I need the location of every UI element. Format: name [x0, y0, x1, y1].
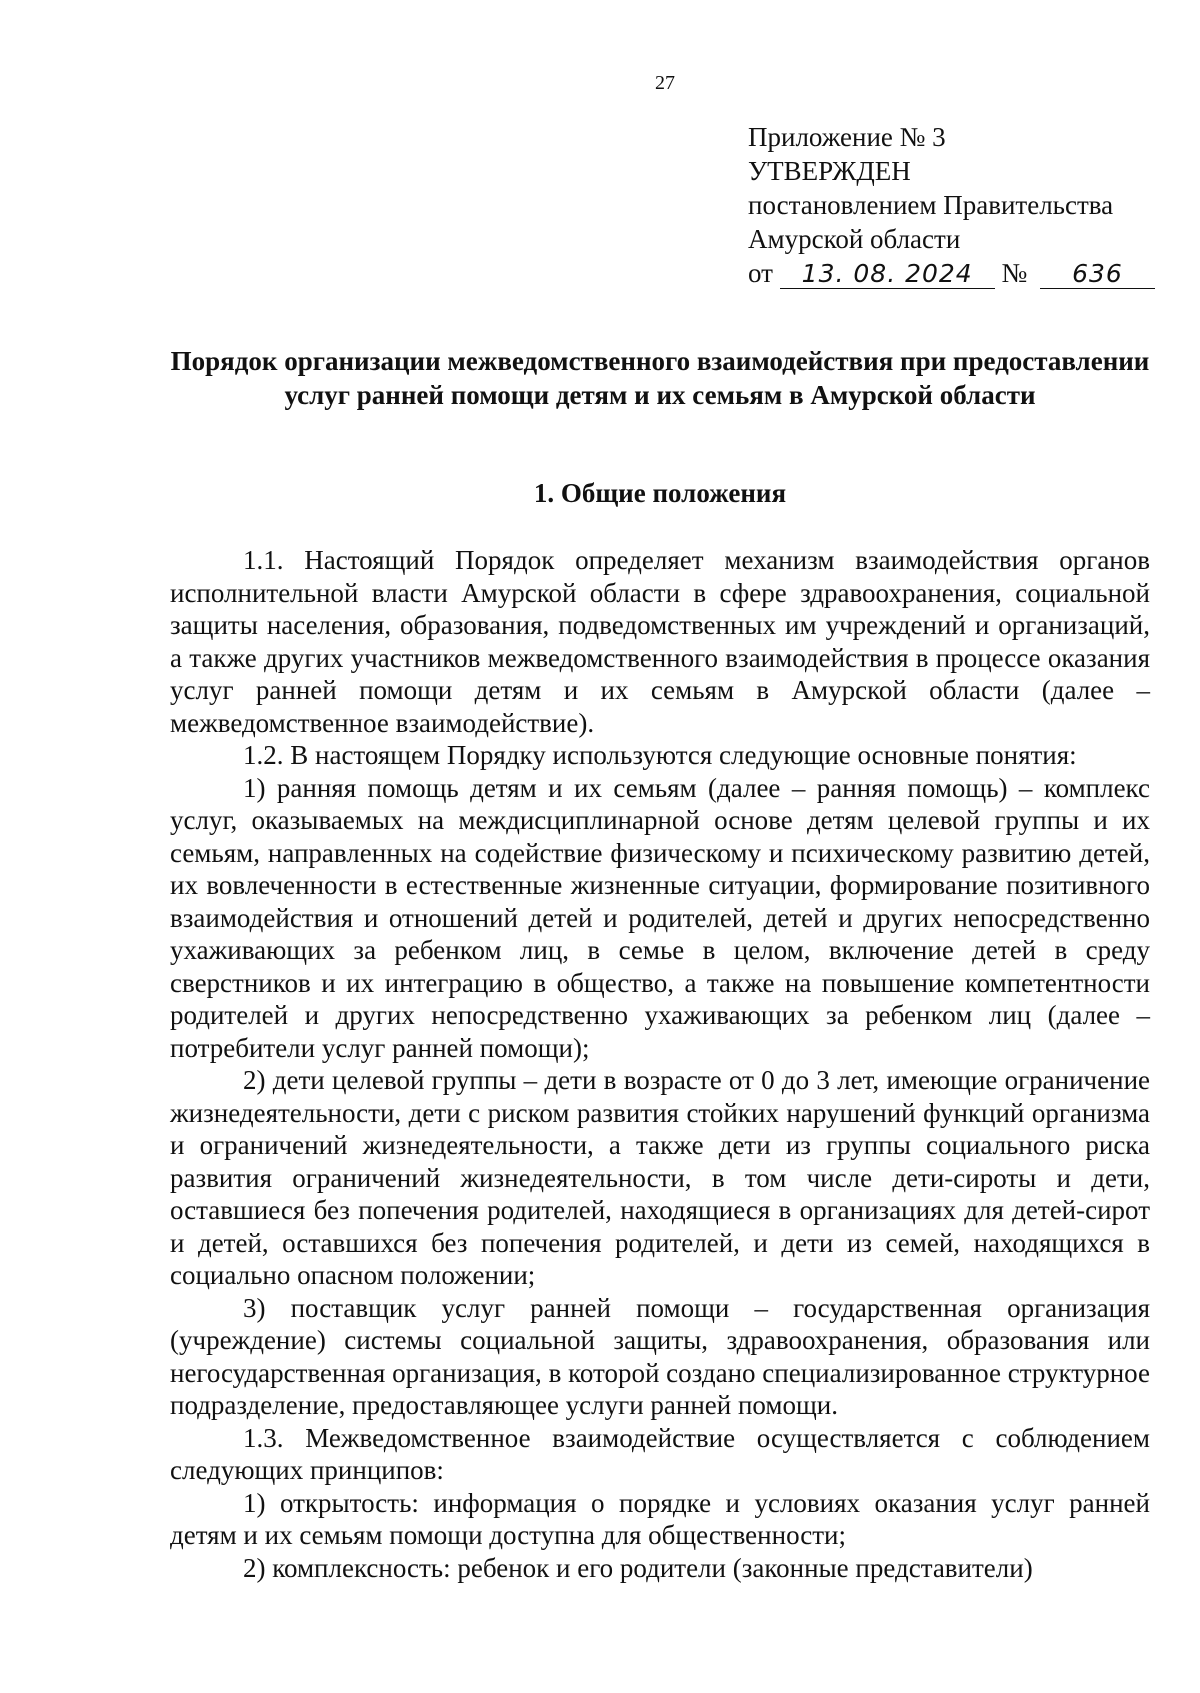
- approval-block: [748, 120, 1188, 290]
- page-number: 27: [655, 72, 675, 94]
- annex-label: Приложение № 3: [748, 122, 946, 152]
- document-body: [170, 544, 1150, 1584]
- paragraph: 2) комплексность: ребенок и его родители (законные представители): [243, 1552, 1033, 1583]
- approved-label: УТВЕРЖДЕН: [748, 156, 911, 186]
- approved-by-line-1: постановлением Правительства: [748, 190, 1114, 220]
- paragraph: 1.1. Настоящий Порядок определяет механизм взаимодействия органов исполнительной власти Амурской области в сфере здравоохранения, социальной защиты населения, образования, подведомственных им учреждений и организаций, а также других участников межведомственного взаимодействия в процессе оказания услуг ранней помощи детям и их семьям в Амурской области (далее – межведомственное взаимодействие).: [170, 545, 1150, 738]
- date-number-line: [748, 256, 1188, 290]
- paragraph: 1) открытость: информация о порядке и условиях оказания услуг ранней детям и их семьям помощи доступна для общественности;: [170, 1487, 1150, 1550]
- handwritten-number: 636: [1040, 260, 1155, 289]
- approved-by-line-2: Амурской области: [748, 224, 961, 254]
- paragraph: 2) дети целевой группы – дети в возрасте от 0 до 3 лет, имеющие ограничение жизнедеятельности, дети с риском развития стойких нарушений функций организма и ограничений жизнедеятельности, а также дети из группы социального риска развития ограничений жизнедеятельности, в том числе дети-сироты и дети, оставшиеся без попечения родителей, находящиеся в организациях для детей-сирот и детей, оставшихся без попечения родителей, и дети из семей, находящихся в социально опасном положении;: [170, 1065, 1150, 1290]
- paragraph: 1.3. Межведомственное взаимодействие осуществляется с соблюдением следующих принципов:: [170, 1422, 1150, 1485]
- section-title: 1. Общие положения: [533, 478, 787, 508]
- handwritten-date: 13. 08. 2024: [780, 260, 995, 289]
- number-prefix: №: [1001, 258, 1028, 288]
- paragraph: 3) поставщик услуг ранней помощи – государственная организация (учреждение) системы социальной защиты, здравоохранения, образования или негосударственная организация, в которой создано специализированное структурное подразделение, предоставляющее услуги ранней помощи.: [170, 1292, 1150, 1420]
- paragraph: 1.2. В настоящем Порядку используются следующие основные понятия:: [243, 740, 1077, 770]
- paragraph: 1) ранняя помощь детям и их семьям (далее – ранняя помощь) – комплекс услуг, оказываемых на междисциплинарной основе детям целевой группы и их семьям, направленных на содействие физическому и психическому развитию детей, их вовлеченности в естественные жизненные ситуации, формирование позитивного взаимодействия и отношений детей и родителей, детей и других непосредственно ухаживающих за ребенком лиц, в семье в целом, включение детей в среду сверстников и их интеграцию в общество, а также на повышение компетентности родителей и других непосредственно ухаживающих за ребенком лиц (далее – потребители услуг ранней помощи);: [170, 772, 1150, 1063]
- document-title: Порядок организации межведомственного взаимодействия при предоставлении услуг ранней помощи детям и их семьям в Амурской области: [170, 346, 1150, 410]
- date-prefix: от: [748, 258, 773, 288]
